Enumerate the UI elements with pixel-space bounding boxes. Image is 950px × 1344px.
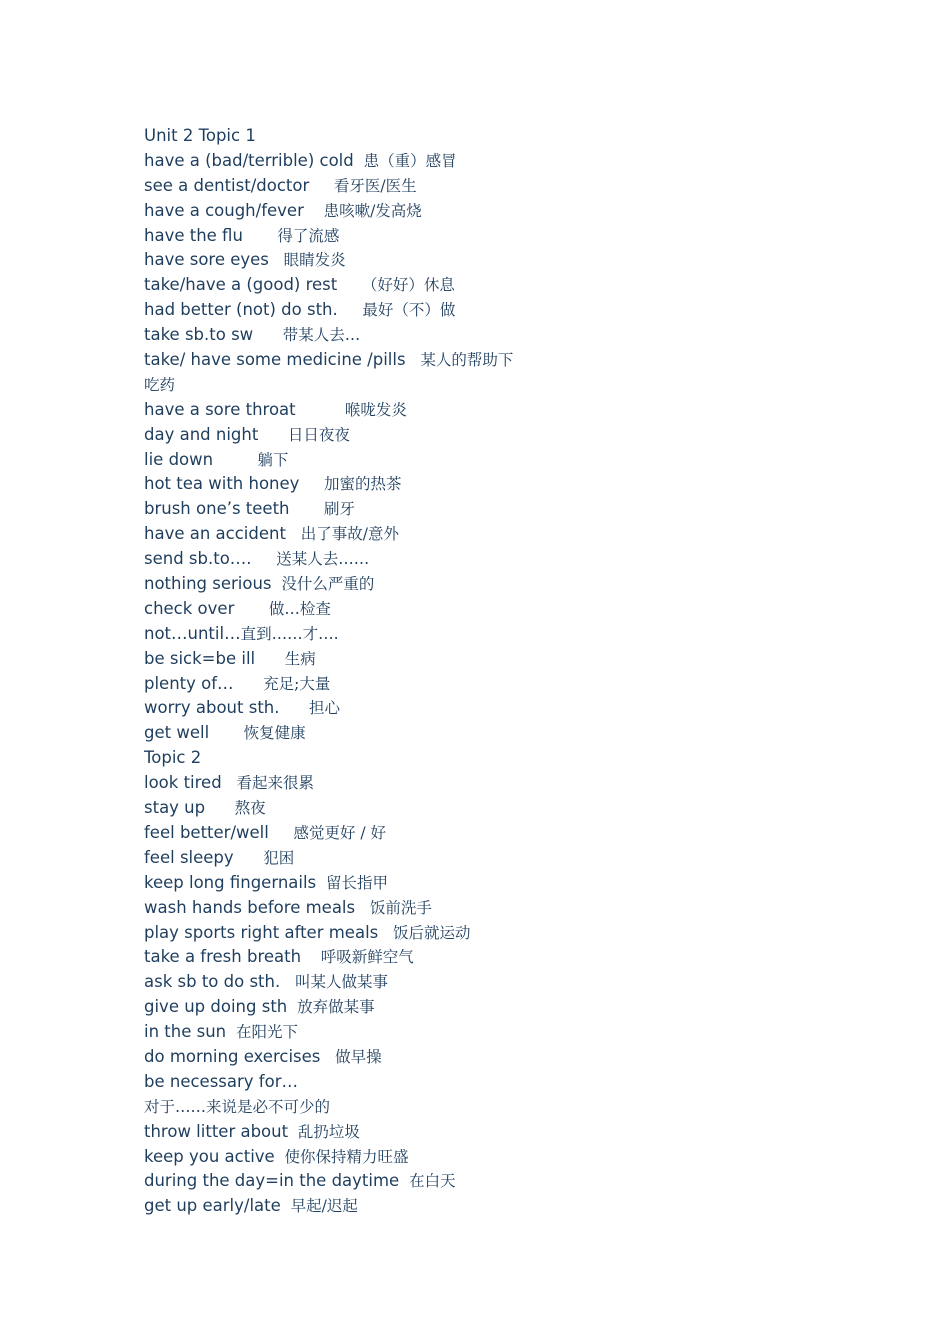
vocab-line [144,896,844,921]
english-phrase: had better (not) do sth. [144,300,338,320]
english-phrase: throw litter about [144,1121,289,1141]
vocab-line [144,149,844,174]
vocab-line [144,448,844,473]
english-phrase: have a cough/fever [144,200,304,220]
vocab-line [144,1169,844,1194]
chinese-meaning: 出了事故/意外 [285,525,399,544]
vocab-line [144,373,844,398]
chinese-meaning: 恢复健康 [209,724,306,743]
vocab-line [144,348,844,373]
chinese-meaning: 犯困 [233,848,295,867]
english-phrase: Unit 2 Topic 1 [144,126,256,145]
english-phrase: worry about sth. [144,698,280,718]
chinese-meaning: （好好）休息 [337,276,455,295]
document-page [144,124,844,1219]
vocab-line [144,1020,844,1045]
english-phrase: do morning exercises [144,1046,321,1066]
english-phrase: have a sore throat [144,399,296,419]
english-phrase: have sore eyes [144,250,269,270]
chinese-meaning: 加蜜的热茶 [299,475,402,494]
english-phrase: nothing serious [144,574,272,594]
chinese-meaning: 使你保持精力旺盛 [274,1147,409,1166]
chinese-meaning: 某人的帮助下 [405,351,514,370]
english-phrase: during the day=in the daytime [144,1171,400,1191]
chinese-meaning: 最好（不）做 [337,301,456,320]
vocab-line [144,796,844,821]
vocab-line [144,472,844,497]
chinese-meaning: 躺下 [213,450,289,469]
vocab-line [144,323,844,348]
vocab-line [144,696,844,721]
chinese-meaning: 患咳嗽/发高烧 [303,201,422,220]
vocab-line [144,199,844,224]
english-phrase: feel better/well [144,822,269,842]
english-phrase: give up doing sth [144,997,288,1017]
vocab-line [144,174,844,199]
vocab-line [144,995,844,1020]
chinese-meaning: 留长指甲 [316,873,389,892]
vocab-line [144,423,844,448]
chinese-meaning: 饭后就运动 [378,923,471,942]
chinese-meaning: 对于……来说是必不可少的 [144,1097,331,1116]
english-phrase: take sb.to sw [144,325,254,345]
english-phrase: hot tea with honey [144,474,300,494]
chinese-meaning: 喉咙发炎 [295,400,407,419]
chinese-meaning: 送某人去…… [251,550,370,569]
chinese-meaning: 看起来很累 [221,774,314,793]
chinese-meaning: 做…检查 [234,599,331,618]
vocab-line [144,298,844,323]
english-phrase: have the flu [144,225,243,245]
chinese-meaning: 充足;大量 [233,674,331,693]
english-phrase: keep long fingernails [144,872,317,892]
english-phrase: in the sun [144,1022,227,1042]
chinese-meaning: 在阳光下 [226,1023,298,1042]
english-phrase: feel sleepy [144,847,234,867]
vocab-line [144,248,844,273]
vocab-line [144,846,844,871]
chinese-meaning: 感觉更好 / 好 [268,823,387,842]
vocab-line [144,622,844,647]
vocab-line [144,771,844,796]
vocab-line [144,1045,844,1070]
english-phrase: see a dentist/doctor [144,175,310,195]
vocab-line [144,746,844,771]
chinese-meaning: 看牙医/医生 [309,176,417,195]
english-phrase: take/have a (good) rest [144,275,338,295]
vocab-line [144,522,844,547]
chinese-meaning: 早起/迟起 [280,1197,358,1216]
english-phrase: send sb.to…. [144,549,252,569]
english-phrase: ask sb to do sth. [144,972,281,992]
vocab-line [144,124,844,149]
vocab-line [144,1095,844,1120]
english-phrase: not…until… [144,623,241,643]
english-phrase: keep you active [144,1146,275,1166]
english-phrase: have an accident [144,524,286,544]
english-phrase: be necessary for… [144,1071,298,1091]
chinese-meaning: 担心 [279,699,341,718]
vocab-line [144,871,844,896]
english-phrase: play sports right after meals [144,922,379,942]
vocab-line [144,821,844,846]
vocab-line [144,1070,844,1095]
chinese-meaning: 刷牙 [289,500,356,519]
vocab-line [144,970,844,995]
chinese-meaning: 吃药 [144,375,176,394]
english-phrase: Topic 2 [144,748,202,768]
chinese-meaning: 日日夜夜 [258,425,350,444]
vocab-line [144,672,844,697]
vocab-line [144,224,844,249]
chinese-meaning: 得了流感 [242,226,340,245]
english-phrase: plenty of… [144,673,234,693]
vocab-line [144,721,844,746]
english-phrase: brush one’s teeth [144,499,290,519]
vocab-line [144,497,844,522]
vocab-line [144,1145,844,1170]
chinese-meaning: 在白天 [399,1172,456,1191]
vocab-line [144,1194,844,1219]
english-phrase: be sick=be ill [144,648,256,668]
vocab-line [144,921,844,946]
vocab-line [144,273,844,298]
chinese-meaning: 放弃做某事 [287,998,375,1017]
chinese-meaning: 做早操 [320,1047,382,1066]
chinese-meaning: 没什么严重的 [271,575,375,594]
english-phrase: have a (bad/terrible) cold [144,150,354,170]
english-phrase: take/ have some medicine /pills [144,350,406,370]
vocab-line [144,398,844,423]
chinese-meaning: 呼吸新鲜空气 [301,948,414,967]
vocab-line [144,547,844,572]
chinese-meaning: 带某人去… [253,326,361,345]
vocab-line [144,945,844,970]
english-phrase: get well [144,723,210,743]
chinese-meaning: 生病 [255,649,316,668]
vocab-line [144,597,844,622]
chinese-meaning: 熬夜 [205,799,266,818]
english-phrase: wash hands before meals [144,897,356,917]
chinese-meaning: 叫某人做某事 [280,973,389,992]
chinese-meaning: 直到……才…. [240,624,339,643]
english-phrase: lie down [144,449,214,469]
chinese-meaning: 饭前洗手 [355,898,432,917]
vocab-line [144,647,844,672]
english-phrase: get up early/late [144,1196,281,1216]
english-phrase: day and night [144,424,259,444]
english-phrase: take a fresh breath [144,947,302,967]
english-phrase: check over [144,598,235,618]
vocab-line [144,572,844,597]
chinese-meaning: 眼睛发炎 [268,251,346,270]
chinese-meaning: 患（重）感冒 [353,151,457,170]
english-phrase: look tired [144,773,222,793]
vocab-line [144,1120,844,1145]
english-phrase: stay up [144,798,206,818]
chinese-meaning: 乱扔垃圾 [288,1122,360,1141]
